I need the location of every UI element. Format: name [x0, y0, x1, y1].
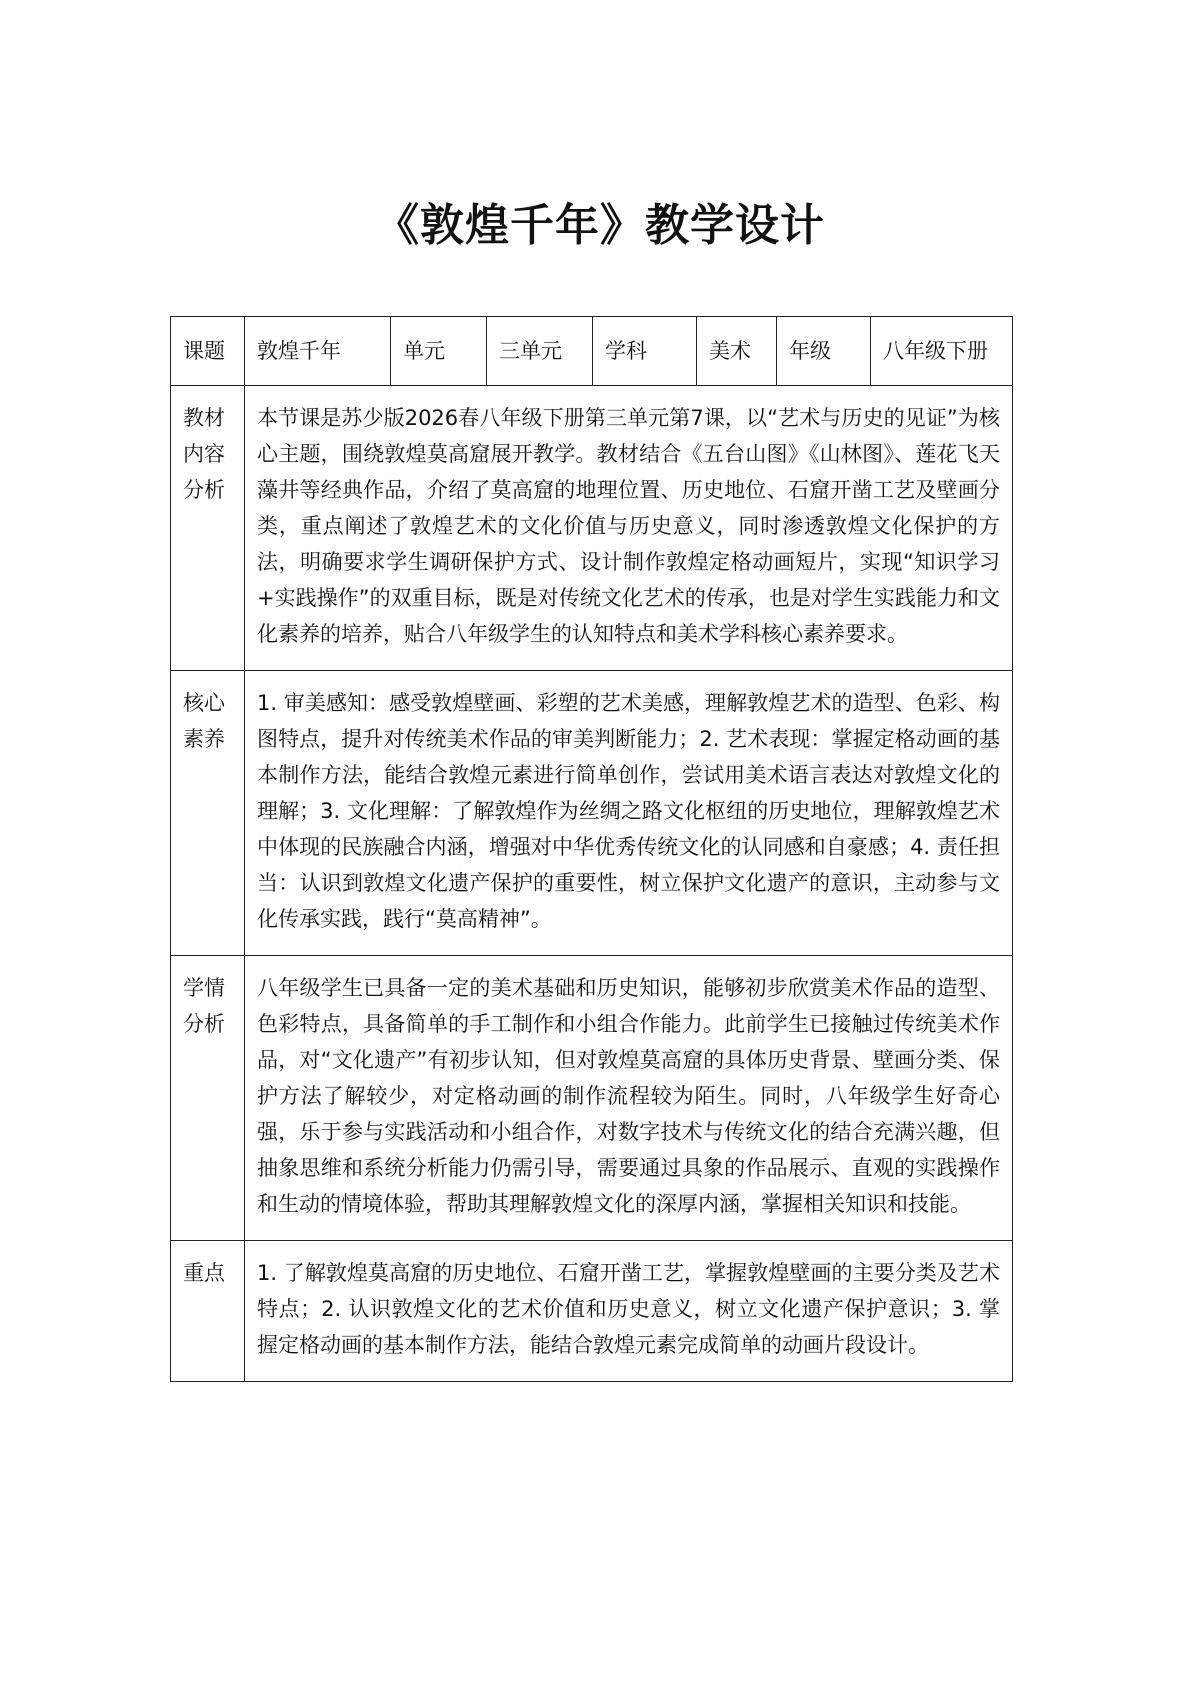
topic-value: 敦煌千年	[245, 317, 391, 386]
section-row-key-points	[171, 1241, 1013, 1382]
section-content-key-points: 1. 了解敦煌莫高窟的历史地位、石窟开凿工艺，掌握敦煌壁画的主要分类及艺术特点；2. 认识敦煌文化的艺术价值和历史意义，树立文化遗产保护意识；3. 掌握定格动画的基本制作方法，能结合敦煌元素完成简单的动画片段设计。	[245, 1241, 1013, 1382]
subject-value: 美术	[697, 317, 777, 386]
header-row	[171, 317, 1013, 386]
lesson-design-table	[170, 316, 1013, 1382]
grade-label: 年级	[777, 317, 871, 386]
subject-label: 学科	[593, 317, 697, 386]
section-label-core-literacy: 核心素养	[171, 671, 245, 956]
page-title: 《敦煌千年》教学设计	[375, 200, 825, 251]
section-label-textbook-analysis: 教材内容分析	[171, 386, 245, 671]
section-label-key-points: 重点	[171, 1241, 245, 1382]
section-content-core-literacy: 1. 审美感知：感受敦煌壁画、彩塑的艺术美感，理解敦煌艺术的造型、色彩、构图特点，提升对传统美术作品的审美判断能力；2. 艺术表现：掌握定格动画的基本制作方法，能结合敦煌元素进行简单创作，尝试用美术语言表达对敦煌文化的理解；3. 文化理解：了解敦煌作为丝绸之路文化枢纽的历史地位，理解敦煌艺术中体现的民族融合内涵，增强对中华优秀传统文化的认同感和自豪感；4. 责任担当：认识到敦煌文化遗产保护的重要性，树立保护文化遗产的意识，主动参与文化传承实践，践行“莫高精神”。	[245, 671, 1013, 956]
section-row-textbook-analysis	[171, 386, 1013, 671]
section-label-student-analysis: 学情分析	[171, 956, 245, 1241]
grade-value: 八年级下册	[871, 317, 1013, 386]
unit-label: 单元	[391, 317, 487, 386]
unit-value: 三单元	[487, 317, 593, 386]
topic-label: 课题	[171, 317, 245, 386]
section-row-core-literacy	[171, 671, 1013, 956]
section-row-student-analysis	[171, 956, 1013, 1241]
section-content-student-analysis: 八年级学生已具备一定的美术基础和历史知识，能够初步欣赏美术作品的造型、色彩特点，具备简单的手工制作和小组合作能力。此前学生已接触过传统美术作品，对“文化遗产”有初步认知，但对敦煌莫高窟的具体历史背景、壁画分类、保护方法了解较少，对定格动画的制作流程较为陌生。同时，八年级学生好奇心强，乐于参与实践活动和小组合作，对数字技术与传统文化的结合充满兴趣，但抽象思维和系统分析能力仍需引导，需要通过具象的作品展示、直观的实践操作和生动的情境体验，帮助其理解敦煌文化的深厚内涵，掌握相关知识和技能。	[245, 956, 1013, 1241]
section-content-textbook-analysis: 本节课是苏少版2026春八年级下册第三单元第7课，以“艺术与历史的见证”为核心主题，围绕敦煌莫高窟展开教学。教材结合《五台山图》《山林图》、莲花飞天藻井等经典作品，介绍了莫高窟的地理位置、历史地位、石窟开凿工艺及壁画分类，重点阐述了敦煌艺术的文化价值与历史意义，同时渗透敦煌文化保护的方法，明确要求学生调研保护方式、设计制作敦煌定格动画短片，实现“知识学习+实践操作”的双重目标，既是对传统文化艺术的传承，也是对学生实践能力和文化素养的培养，贴合八年级学生的认知特点和美术学科核心素养要求。	[245, 386, 1013, 671]
